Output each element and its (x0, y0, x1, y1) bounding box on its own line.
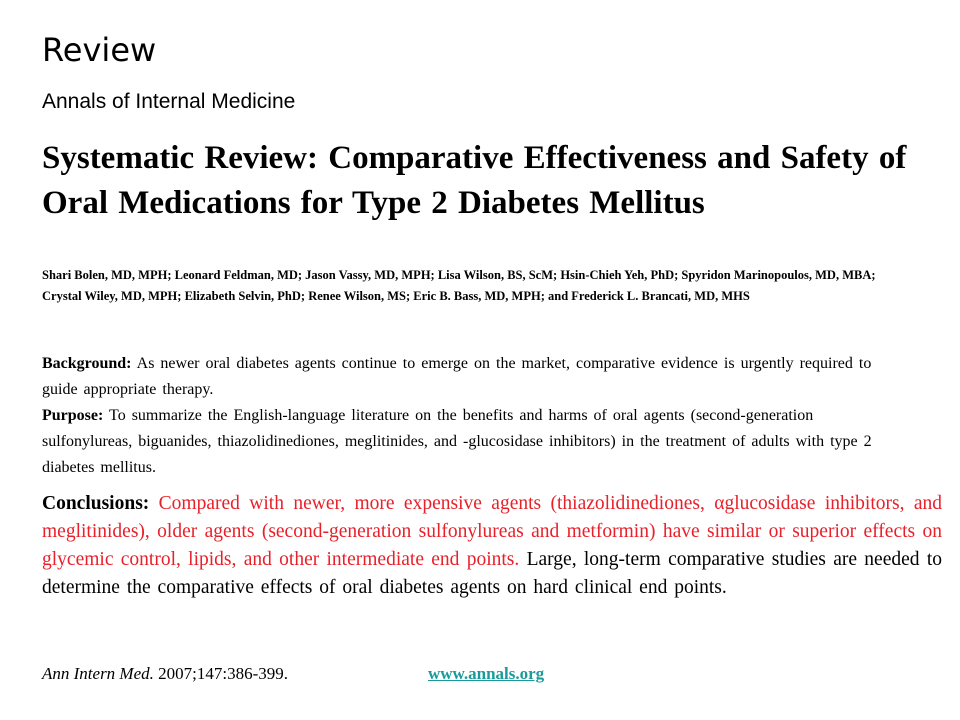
conclusions-paragraph (42, 490, 942, 602)
conclusions-text: Large, long-term comparative studies are needed to determine the comparative effects of oral diabetes agents on hard clinical end points. (42, 549, 942, 598)
citation-journal: Ann Intern Med. (42, 664, 154, 683)
purpose-paragraph (42, 403, 888, 481)
journal-website-link[interactable]: www.annals.org (428, 664, 545, 683)
article-title: Systematic Review: Comparative Effectiveness and Safety of Oral Medications for Type 2 Diabetes Mellitus (42, 140, 907, 221)
purpose-text: To summarize the English-language literature on the benefits and harms of oral agents (second-generation sulfonylureas, biguanides, thiazolidinediones, meglitinides, and -glucosidase inhibitors) in the treatment of adults with type 2 diabetes mellitus. (42, 407, 872, 476)
slide-title: Review (42, 31, 157, 69)
purpose-label: Purpose: (42, 407, 104, 424)
conclusions-label: Conclusions: (42, 493, 150, 514)
citation (42, 662, 942, 686)
journal-name: Annals of Internal Medicine (42, 90, 296, 113)
author-list: Shari Bolen, MD, MPH; Leonard Feldman, MD; Jason Vassy, MD, MPH; Lisa Wilson, BS, ScM; Hsin-Chieh Yeh, PhD; Spyridon Marinopoulos, MD, MBA; Crystal Wiley, MD, MPH; Elizabeth Selvin, PhD; Renee Wilson, MS; Eric B. Bass, MD, MPH; and Frederick L. Brancati, MD, MHS (42, 268, 876, 303)
background-paragraph (42, 351, 888, 403)
background-label: Background: (42, 355, 132, 372)
citation-reference: 2007;147:386-399. (153, 664, 288, 683)
background-text: As newer oral diabetes agents continue to emerge on the market, comparative evidence is urgently required to guide appropriate therapy. (42, 355, 872, 398)
conclusions-highlight-text: Compared with newer, more expensive agents (thiazolidinediones, αglucosidase inhibitors, and meglitinides), older agents (second-generation sulfonylureas and metformin) have similar or superior effects on glycemic control, lipids, and other intermediate end points. (42, 493, 942, 570)
abstract (42, 351, 888, 481)
